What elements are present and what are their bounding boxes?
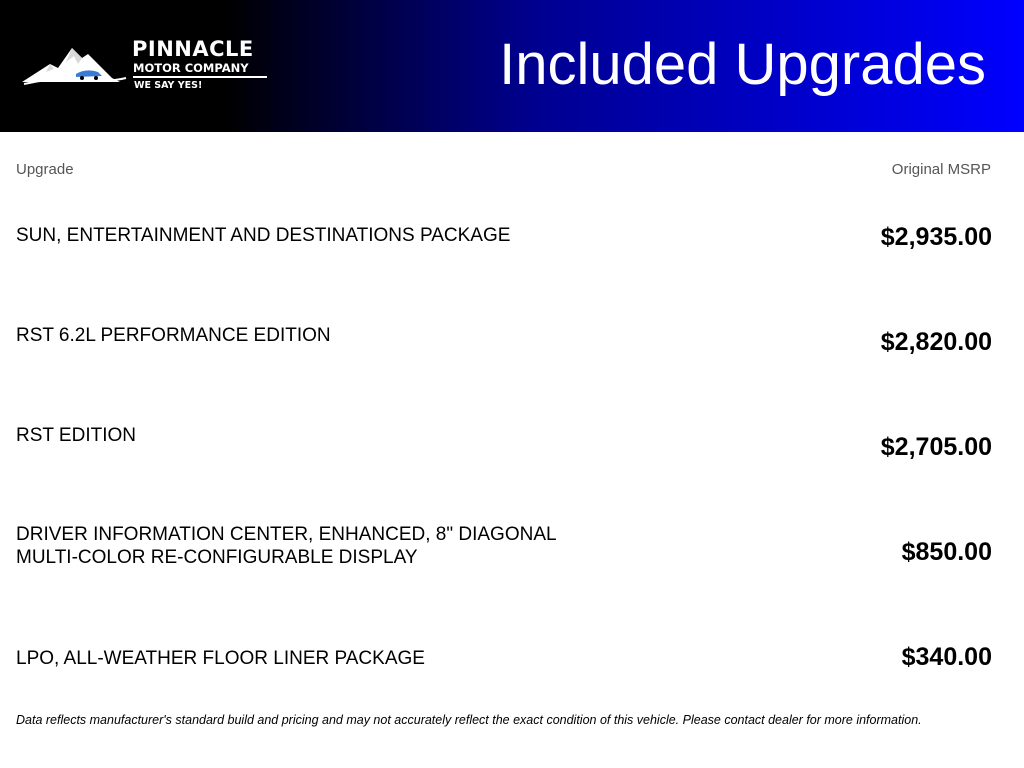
column-header-msrp: Original MSRP bbox=[891, 161, 991, 178]
upgrade-name: DRIVER INFORMATION CENTER, ENHANCED, 8" DIAGONAL MULTI-COLOR RE-CONFIGURABLE DISPLAY bbox=[16, 524, 556, 568]
upgrade-price: $2,935.00 bbox=[880, 223, 992, 251]
brand-tagline: WE SAY YES! bbox=[134, 80, 203, 91]
header-banner bbox=[0, 0, 1024, 132]
upgrade-name: RST EDITION bbox=[16, 425, 136, 446]
mountain-logo-icon bbox=[20, 42, 130, 86]
brand-subtitle: MOTOR COMPANY bbox=[133, 61, 249, 75]
brand-name: PINNACLE bbox=[132, 37, 254, 61]
dealer-logo bbox=[20, 36, 270, 98]
upgrade-price: $2,705.00 bbox=[880, 433, 992, 461]
column-header-upgrade: Upgrade bbox=[16, 161, 74, 178]
disclaimer-text: Data reflects manufacturer's standard build and pricing and may not accurately reflect the exact condition of this vehicle. Please contact dealer for more information. bbox=[16, 713, 922, 727]
upgrade-name: LPO, ALL-WEATHER FLOOR LINER PACKAGE bbox=[16, 648, 425, 669]
page-title: Included Upgrades bbox=[499, 32, 986, 97]
upgrade-price: $340.00 bbox=[901, 643, 992, 671]
upgrade-name: SUN, ENTERTAINMENT AND DESTINATIONS PACKAGE bbox=[16, 225, 511, 246]
brand-divider bbox=[133, 76, 267, 78]
upgrade-name: RST 6.2L PERFORMANCE EDITION bbox=[16, 325, 331, 346]
upgrade-price: $2,820.00 bbox=[880, 328, 992, 356]
upgrade-price: $850.00 bbox=[901, 538, 992, 566]
